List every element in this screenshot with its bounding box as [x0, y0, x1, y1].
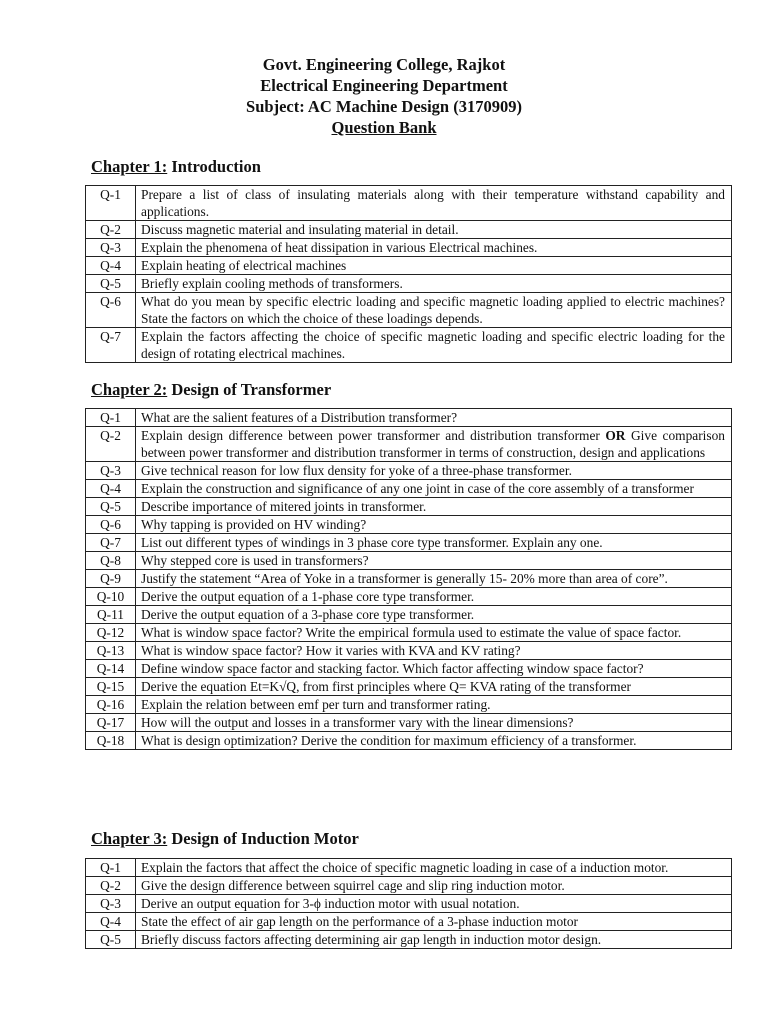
question-number: Q-6: [86, 516, 136, 534]
chapter-2-heading: [91, 380, 331, 400]
question-number: Q-5: [86, 275, 136, 293]
question-text-part: Give comparison between power transformer and distribution transformer in terms of construction, design and applications: [141, 428, 726, 460]
question-text: Prepare a list of class of insulating materials along with their temperature withstand capability and applications.: [136, 186, 732, 221]
subject-line: Subject: AC Machine Design (3170909): [246, 97, 522, 116]
question-number: Q-3: [86, 239, 136, 257]
chapter-2-question-table: [85, 408, 732, 750]
table-row: [86, 275, 732, 293]
question-text: Explain the factors affecting the choice of specific magnetic loading and specific electric loading for the design of rotating electrical machines.: [136, 328, 732, 363]
question-text: Derive the output equation of a 1-phase core type transformer.: [136, 588, 732, 606]
question-number: Q-6: [86, 293, 136, 328]
question-text: State the effect of air gap length on the performance of a 3-phase induction motor: [136, 913, 732, 931]
question-number: Q-7: [86, 534, 136, 552]
question-text: Explain the factors that affect the choice of specific magnetic loading in case of a induction motor.: [136, 859, 732, 877]
question-text: What are the salient features of a Distribution transformer?: [136, 409, 732, 427]
table-row: [86, 516, 732, 534]
question-number: Q-3: [86, 895, 136, 913]
question-text: Explain the relation between emf per turn and transformer rating.: [136, 696, 732, 714]
question-number: Q-14: [86, 660, 136, 678]
question-text: Explain heating of electrical machines: [136, 257, 732, 275]
table-row: [86, 480, 732, 498]
table-row: [86, 606, 732, 624]
question-number: Q-4: [86, 913, 136, 931]
table-row: [86, 895, 732, 913]
question-text: Explain the phenomena of heat dissipation in various Electrical machines.: [136, 239, 732, 257]
question-number: Q-2: [86, 877, 136, 895]
table-row: [86, 534, 732, 552]
question-text: [136, 427, 732, 462]
question-number: Q-13: [86, 642, 136, 660]
table-row: [86, 409, 732, 427]
table-row: [86, 714, 732, 732]
question-number: Q-2: [86, 427, 136, 462]
table-row: [86, 859, 732, 877]
question-text: Justify the statement “Area of Yoke in a transformer is generally 15- 20% more than area of core”.: [136, 570, 732, 588]
table-row: [86, 257, 732, 275]
chapter-3-heading: [91, 829, 359, 849]
department-name: Electrical Engineering Department: [260, 76, 508, 95]
question-number: Q-4: [86, 480, 136, 498]
question-text: List out different types of windings in 3 phase core type transformer. Explain any one.: [136, 534, 732, 552]
question-number: Q-8: [86, 552, 136, 570]
question-number: Q-9: [86, 570, 136, 588]
question-text: Give the design difference between squirrel cage and slip ring induction motor.: [136, 877, 732, 895]
table-row: [86, 913, 732, 931]
question-text: Discuss magnetic material and insulating material in detail.: [136, 221, 732, 239]
table-row: [86, 642, 732, 660]
chapter-title: Design of Induction Motor: [171, 829, 359, 848]
question-text: What is design optimization? Derive the condition for maximum efficiency of a transformer.: [136, 732, 732, 750]
table-row: [86, 588, 732, 606]
question-text: Why tapping is provided on HV winding?: [136, 516, 732, 534]
question-text-part: Explain design difference between power transformer and distribution transformer: [141, 428, 606, 443]
question-text: Derive an output equation for 3-ϕ induction motor with usual notation.: [136, 895, 732, 913]
question-text: Describe importance of mitered joints in transformer.: [136, 498, 732, 516]
table-row: [86, 498, 732, 516]
question-text: Why stepped core is used in transformers?: [136, 552, 732, 570]
chapter-3-question-table: [85, 858, 732, 949]
question-number: Q-18: [86, 732, 136, 750]
question-text: Derive the equation Et=K√Q, from first principles where Q= KVA rating of the transformer: [136, 678, 732, 696]
question-number: Q-10: [86, 588, 136, 606]
table-row: [86, 570, 732, 588]
chapter-1-heading: [91, 157, 261, 177]
chapter-number: Chapter 3:: [91, 829, 168, 848]
question-number: Q-15: [86, 678, 136, 696]
chapter-1-question-table: [85, 185, 732, 363]
table-row: [86, 221, 732, 239]
question-number: Q-5: [86, 498, 136, 516]
document-header: [0, 54, 768, 138]
question-text: Explain the construction and significance of any one joint in case of the core assembly of a transformer: [136, 480, 732, 498]
table-row: [86, 660, 732, 678]
chapter-title: Introduction: [171, 157, 261, 176]
question-number: Q-12: [86, 624, 136, 642]
question-number: Q-3: [86, 462, 136, 480]
table-row: [86, 696, 732, 714]
question-text: Derive the output equation of a 3-phase core type transformer.: [136, 606, 732, 624]
question-text: What is window space factor? How it varies with KVA and KV rating?: [136, 642, 732, 660]
college-name: Govt. Engineering College, Rajkot: [262, 55, 506, 74]
table-row: [86, 678, 732, 696]
table-row: [86, 293, 732, 328]
question-number: Q-5: [86, 931, 136, 949]
question-number: Q-1: [86, 186, 136, 221]
chapter-title: Design of Transformer: [171, 380, 332, 399]
table-row: [86, 328, 732, 363]
table-row: [86, 877, 732, 895]
question-text: Briefly discuss factors affecting determining air gap length in induction motor design.: [136, 931, 732, 949]
table-row: [86, 427, 732, 462]
table-row: [86, 931, 732, 949]
question-number: Q-17: [86, 714, 136, 732]
table-row: [86, 462, 732, 480]
question-text: What is window space factor? Write the empirical formula used to estimate the value of space factor.: [136, 624, 732, 642]
question-text: Give technical reason for low flux density for yoke of a three-phase transformer.: [136, 462, 732, 480]
question-text: Define window space factor and stacking factor. Which factor affecting window space factor?: [136, 660, 732, 678]
question-number: Q-11: [86, 606, 136, 624]
table-row: [86, 239, 732, 257]
question-number: Q-4: [86, 257, 136, 275]
question-number: Q-1: [86, 859, 136, 877]
or-keyword: OR: [605, 428, 626, 443]
question-number: Q-16: [86, 696, 136, 714]
table-row: [86, 624, 732, 642]
chapter-number: Chapter 1:: [91, 157, 168, 176]
table-row: [86, 732, 732, 750]
question-text: What do you mean by specific electric loading and specific magnetic loading applied to electric machines? State the factors on which the choice of these loadings depends.: [136, 293, 732, 328]
question-text: Briefly explain cooling methods of transformers.: [136, 275, 732, 293]
table-row: [86, 552, 732, 570]
question-text: How will the output and losses in a transformer vary with the linear dimensions?: [136, 714, 732, 732]
table-row: [86, 186, 732, 221]
chapter-number: Chapter 2:: [91, 380, 168, 399]
document-title: Question Bank: [331, 118, 437, 137]
question-number: Q-1: [86, 409, 136, 427]
question-number: Q-7: [86, 328, 136, 363]
question-number: Q-2: [86, 221, 136, 239]
